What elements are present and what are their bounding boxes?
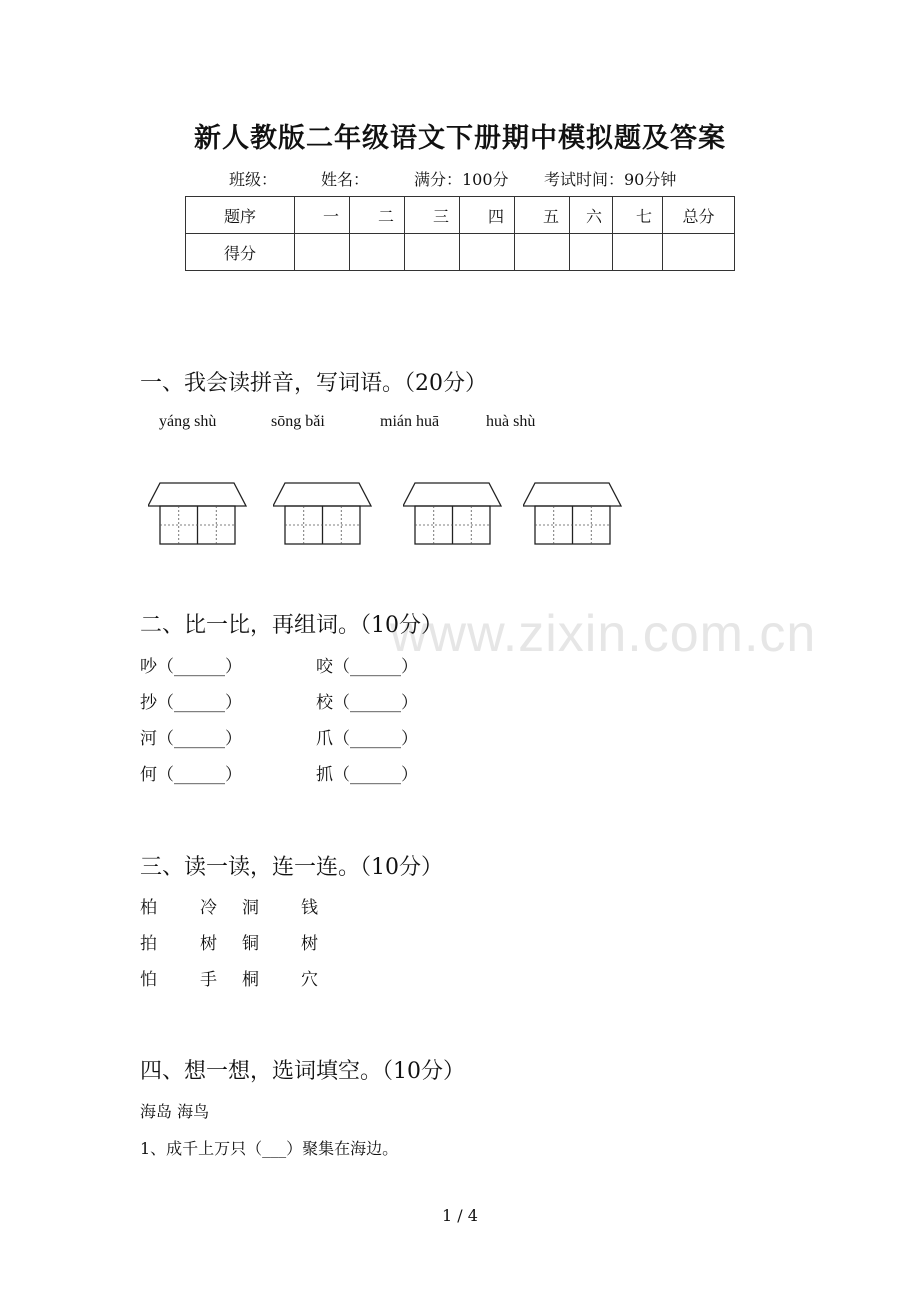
connect-item[interactable]: 手 [200, 970, 217, 990]
full-score: 满分：100分 [414, 170, 509, 189]
table-cell: 四 [460, 197, 515, 234]
connect-item[interactable]: 柏 [140, 898, 157, 918]
score-cell[interactable] [350, 234, 405, 271]
table-cell: 总分 [663, 197, 735, 234]
pinyin-3: mián huā [380, 413, 440, 430]
watermark: www.zixin.com.cn [390, 605, 817, 663]
connect-item[interactable]: 冷 [200, 898, 217, 918]
connect-item[interactable]: 桐 [242, 970, 259, 990]
writing-box-4[interactable] [523, 482, 623, 546]
connect-item[interactable]: 拍 [140, 934, 157, 954]
compare-item: 抓（______） [316, 765, 418, 785]
fill-question-1: 1、成千上万只（___）聚集在海边。 [140, 1139, 399, 1158]
table-cell: 五 [515, 197, 570, 234]
table-row [186, 234, 735, 271]
writing-box-1[interactable] [148, 482, 248, 546]
name-label: 姓名： [321, 170, 370, 189]
pinyin-1: yáng shù [159, 413, 217, 430]
compare-item: 校（______） [316, 693, 418, 713]
class-label: 班级： [229, 170, 278, 189]
score-cell[interactable] [663, 234, 735, 271]
table-cell: 二 [350, 197, 405, 234]
connect-item[interactable]: 铜 [242, 934, 259, 954]
page-number: 1 / 4 [442, 1206, 478, 1225]
compare-item: 咬（______） [316, 657, 418, 677]
connect-item[interactable]: 穴 [301, 970, 318, 990]
connect-item[interactable]: 钱 [301, 898, 318, 918]
compare-item: 河（______） [140, 729, 242, 749]
score-cell[interactable] [295, 234, 350, 271]
table-cell: 六 [570, 197, 613, 234]
compare-item: 爪（______） [316, 729, 418, 749]
section-4-heading: 四、想一想，选词填空。（10分） [140, 1059, 465, 1084]
connect-item[interactable]: 树 [200, 934, 217, 954]
table-cell: 题序 [186, 197, 295, 234]
table-cell: 三 [405, 197, 460, 234]
score-cell[interactable] [515, 234, 570, 271]
connect-item[interactable]: 怕 [140, 970, 157, 990]
pinyin-4: huà shù [486, 413, 536, 430]
compare-item: 吵（______） [140, 657, 242, 677]
compare-item: 抄（______） [140, 693, 242, 713]
section-1-heading: 一、我会读拼音，写词语。（20分） [140, 371, 487, 396]
section-2-heading: 二、比一比，再组词。（10分） [140, 613, 443, 638]
compare-item: 何（______） [140, 765, 242, 785]
connect-item[interactable]: 洞 [242, 898, 259, 918]
table-cell: 得分 [186, 234, 295, 271]
exam-time: 考试时间：90分钟 [544, 170, 677, 189]
word-options: 海岛 海鸟 [140, 1102, 210, 1121]
section-3-heading: 三、读一读，连一连。（10分） [140, 855, 443, 880]
table-cell: 一 [295, 197, 350, 234]
writing-box-3[interactable] [403, 482, 503, 546]
score-table [185, 196, 735, 271]
score-cell[interactable] [460, 234, 515, 271]
table-row [186, 197, 735, 234]
score-cell[interactable] [570, 234, 613, 271]
connect-item[interactable]: 树 [301, 934, 318, 954]
score-cell[interactable] [405, 234, 460, 271]
page-title: 新人教版二年级语文下册期中模拟题及答案 [194, 123, 726, 154]
writing-box-2[interactable] [273, 482, 373, 546]
pinyin-2: sōng bǎi [271, 413, 325, 430]
score-cell[interactable] [613, 234, 663, 271]
table-cell: 七 [613, 197, 663, 234]
